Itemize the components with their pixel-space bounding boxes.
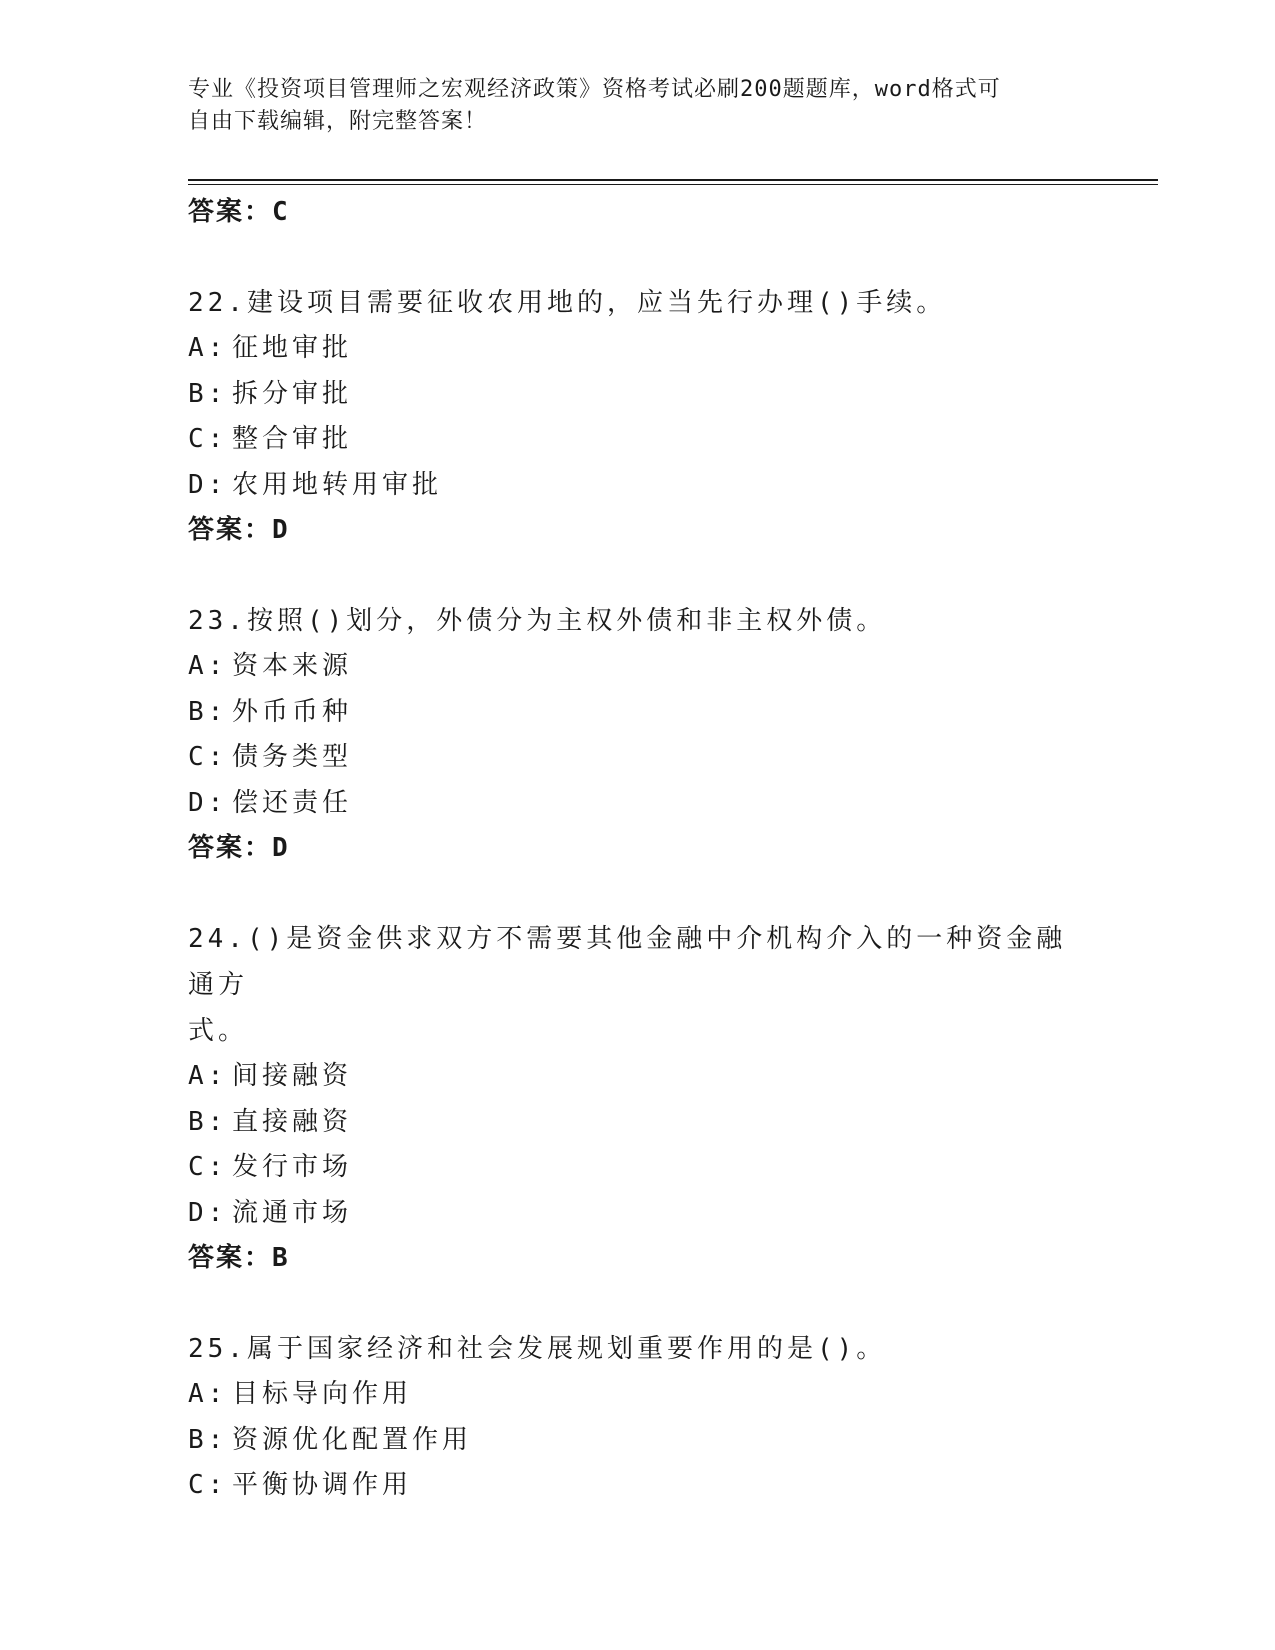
option-d [188,781,1088,827]
option-text: 资本来源 [232,651,353,681]
question-stem: 23.按照()划分，外债分为主权外债和非主权外债。 [188,606,887,636]
option-d [188,1191,1088,1237]
option-key: D: [188,787,228,818]
option-c [188,1463,1088,1509]
option-key: B: [188,1424,228,1455]
option-text: 整合审批 [232,424,353,454]
option-text: 农用地转用审批 [232,469,443,500]
option-key: D: [188,1197,228,1228]
answer-line: 答案：B [188,1243,290,1273]
option-key: A: [188,1379,228,1409]
option-b [188,1418,1088,1464]
option-key: D: [188,469,228,500]
question-23 [188,598,1088,870]
option-key: C: [188,742,228,772]
option-a [188,644,1088,690]
question-stem: 25.属于国家经济和社会发展规划重要作用的是()。 [188,1334,887,1364]
option-text: 资源优化配置作用 [232,1424,473,1455]
option-key: B: [188,1106,228,1137]
question-stem: 22.建设项目需要征收农用地的，应当先行办理()手续。 [188,288,947,318]
option-text: 目标导向作用 [232,1379,413,1409]
question-stem-line-1: 24.()是资金供求双方不需要其他金融中介机构介入的一种资金融通方 [188,924,1067,1000]
spacer [188,552,1088,598]
spacer [188,870,1088,916]
option-c [188,417,1088,463]
option-text: 外币币种 [232,696,353,727]
header-line-2: 自由下载编辑，附完整答案！ [188,109,488,134]
answer-line: 答案：D [188,833,290,863]
option-key: A: [188,333,228,363]
option-key: B: [188,696,228,727]
answer-line: 答案：D [188,515,290,545]
option-c [188,735,1088,781]
option-d [188,463,1088,509]
document-header [188,74,1068,138]
option-text: 征地审批 [232,333,353,363]
option-text: 拆分审批 [232,378,353,409]
spacer [188,234,1088,280]
question-24 [188,916,1088,1280]
option-key: B: [188,378,228,409]
option-a [188,326,1088,372]
header-line-1: 专业《投资项目管理师之宏观经济政策》资格考试必刷200题题库，word格式可 [188,77,1001,102]
option-b [188,690,1088,736]
option-text: 发行市场 [232,1152,353,1182]
spacer [188,1280,1088,1326]
question-stem-line-2: 式。 [188,1016,249,1046]
option-text: 流通市场 [232,1197,353,1228]
option-key: C: [188,424,228,454]
answer-line: 答案：C [188,197,290,227]
header-rule-thin [188,184,1158,185]
question-22 [188,280,1088,552]
option-key: C: [188,1470,228,1500]
option-key: C: [188,1152,228,1182]
option-b [188,372,1088,418]
option-a [188,1054,1088,1100]
question-list [188,190,1088,1509]
question-25 [188,1326,1088,1509]
option-text: 债务类型 [232,742,353,772]
option-text: 平衡协调作用 [232,1470,413,1500]
option-c [188,1145,1088,1191]
option-text: 间接融资 [232,1061,353,1091]
option-a [188,1372,1088,1418]
option-text: 直接融资 [232,1106,353,1137]
option-text: 偿还责任 [232,787,353,818]
option-key: A: [188,651,228,681]
option-key: A: [188,1061,228,1091]
option-b [188,1100,1088,1146]
header-rule-thick [188,179,1158,181]
